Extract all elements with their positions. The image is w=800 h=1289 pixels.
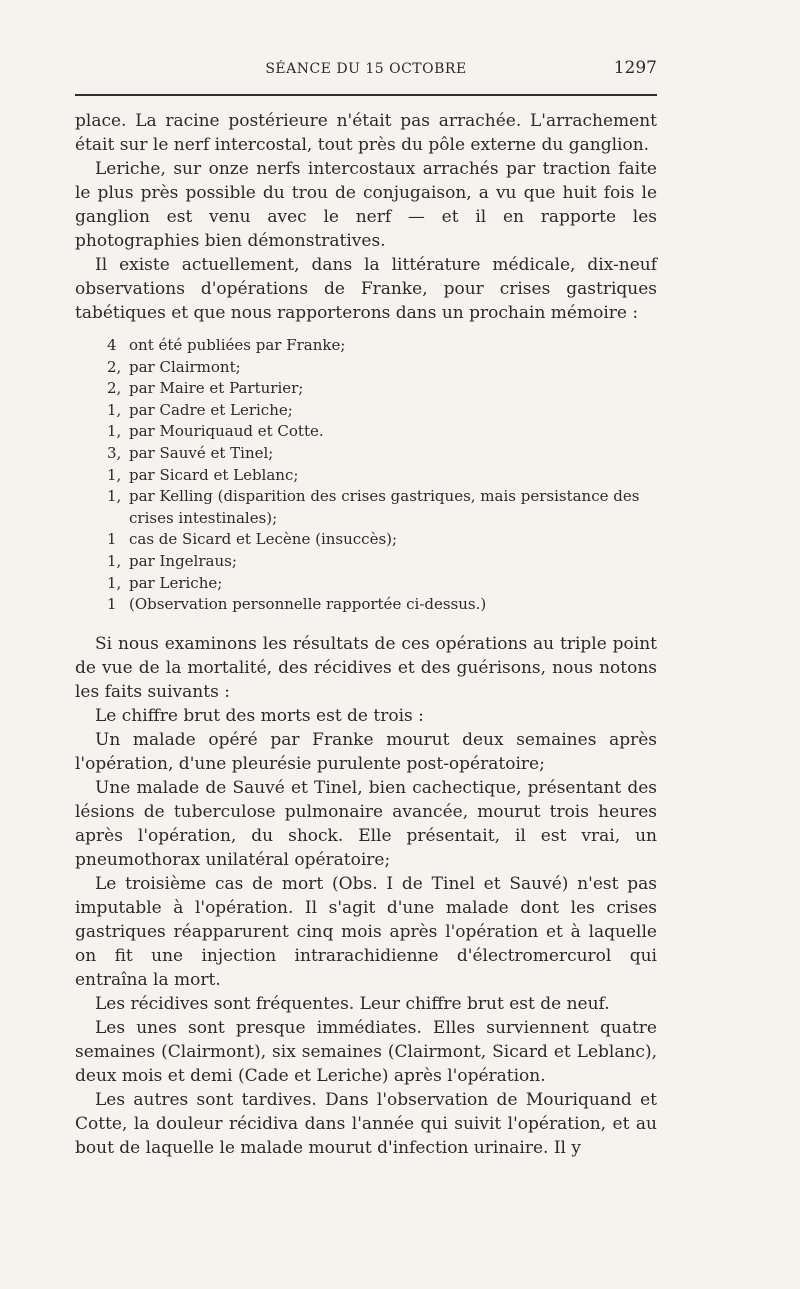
list-item [107, 465, 657, 487]
page-number: 1297 [613, 58, 657, 78]
paragraph: Le chiffre brut des morts est de trois : [95, 705, 424, 726]
list-item [107, 551, 657, 573]
list-item [107, 573, 657, 595]
paragraph: Une malade de Sauvé et Tinel, bien cachectique, présentant des lésions de tuberculose pulmonaire avancée, mourut trois heures après l'opération, du shock. Elle présentait, il est vrai, un pneumothorax unilatéral opératoire; [75, 777, 657, 870]
list-item [107, 357, 657, 379]
paragraph: Les récidives sont fréquentes. Leur chiffre brut est de neuf. [95, 993, 610, 1014]
paragraph: Si nous examinons les résultats de ces opérations au triple point de vue de la mortalité, des récidives et des guérisons, nous notons les faits suivants : [75, 633, 657, 702]
list-item-text: ont été publiées par Franke; [129, 336, 346, 354]
list-item [107, 443, 657, 465]
running-title: SÉANCE DU 15 OCTOBRE [265, 61, 467, 77]
list-item-number: 1 [107, 595, 117, 614]
list-item-number: 4 [107, 336, 117, 354]
paragraph: place. La racine postérieure n'était pas arrachée. L'arrachement était sur le nerf intercostal, tout près du pôle externe du ganglion. [75, 111, 657, 155]
list-item-text: par Ingelraus; [129, 551, 237, 570]
list-item-text: par Maire et Parturier; [129, 379, 304, 398]
list-item-number: 3, [107, 443, 122, 462]
paragraph: Les unes sont presque immédiates. Elles surviennent quatre semaines (Clairmont), six semaines (Clairmont, Sicard et Leblanc), deux mois et demi (Cade et Leriche) après l'opération. [75, 1017, 657, 1086]
list-item-number: 1, [107, 573, 122, 592]
list-item-text: par Sicard et Leblanc; [129, 465, 299, 484]
paragraph: Il existe actuellement, dans la littérature médicale, dix-neuf observations d'opérations de Franke, pour crises gastriques tabétiques et que nous rapporterons dans un prochain mémoire : [75, 255, 657, 323]
list-item-number: 1, [107, 422, 122, 441]
paragraph: Leriche, sur onze nerfs intercostaux arrachés par traction faite le plus près possible du trou de conjugaison, a vu que huit fois le ganglion est venu avec le nerf — et il en rapporte les photographies bien démonstratives. [75, 159, 657, 251]
observations-list [107, 335, 657, 616]
list-item [107, 529, 657, 551]
list-item-number: 1, [107, 551, 122, 570]
paragraph: Les autres sont tardives. Dans l'observation de Mouriquand et Cotte, la douleur récidiva dans l'année qui suivit l'opération, et au bout de laquelle le malade mourut d'infection urinaire. Il y [75, 1089, 657, 1158]
list-item [107, 421, 657, 443]
list-item-number: 1, [107, 400, 122, 419]
running-header [75, 58, 657, 82]
list-item-number: 2, [107, 379, 122, 398]
paragraph: Un malade opéré par Franke mourut deux semaines après l'opération, d'une pleurésie purulente post-opératoire; [75, 729, 657, 774]
list-item-text: par Cadre et Leriche; [129, 400, 293, 419]
list-item-text: par Leriche; [129, 573, 223, 592]
list-item [107, 400, 657, 422]
list-item-text: par Sauvé et Tinel; [129, 443, 274, 462]
list-item-text: cas de Sicard et Lecène (insuccès); [129, 530, 398, 549]
list-item-text: par Mouriquaud et Cotte. [129, 422, 324, 441]
body-text [75, 109, 657, 1160]
header-rule [75, 94, 657, 96]
list-item [107, 486, 657, 529]
list-item [107, 594, 657, 616]
list-item-number: 1, [107, 465, 122, 484]
list-item-text: par Clairmont; [129, 357, 241, 376]
list-item-number: 2, [107, 357, 122, 376]
paragraph: Le troisième cas de mort (Obs. I de Tinel et Sauvé) n'est pas imputable à l'opération. Il s'agit d'une malade dont les crises gastriques réapparurent cinq mois après l'opération et à laquelle on fit une injection intrarachidienne d'électromercurol qui entraîna la mort. [75, 873, 657, 990]
list-item-number: 1, [107, 487, 122, 506]
list-item [107, 335, 657, 357]
list-item-text: par Kelling (disparition des crises gastriques, mais persistance des crises intestinales); [129, 487, 640, 527]
list-item-text: (Observation personnelle rapportée ci-dessus.) [129, 595, 487, 614]
list-item-number: 1 [107, 530, 117, 549]
list-item [107, 378, 657, 400]
